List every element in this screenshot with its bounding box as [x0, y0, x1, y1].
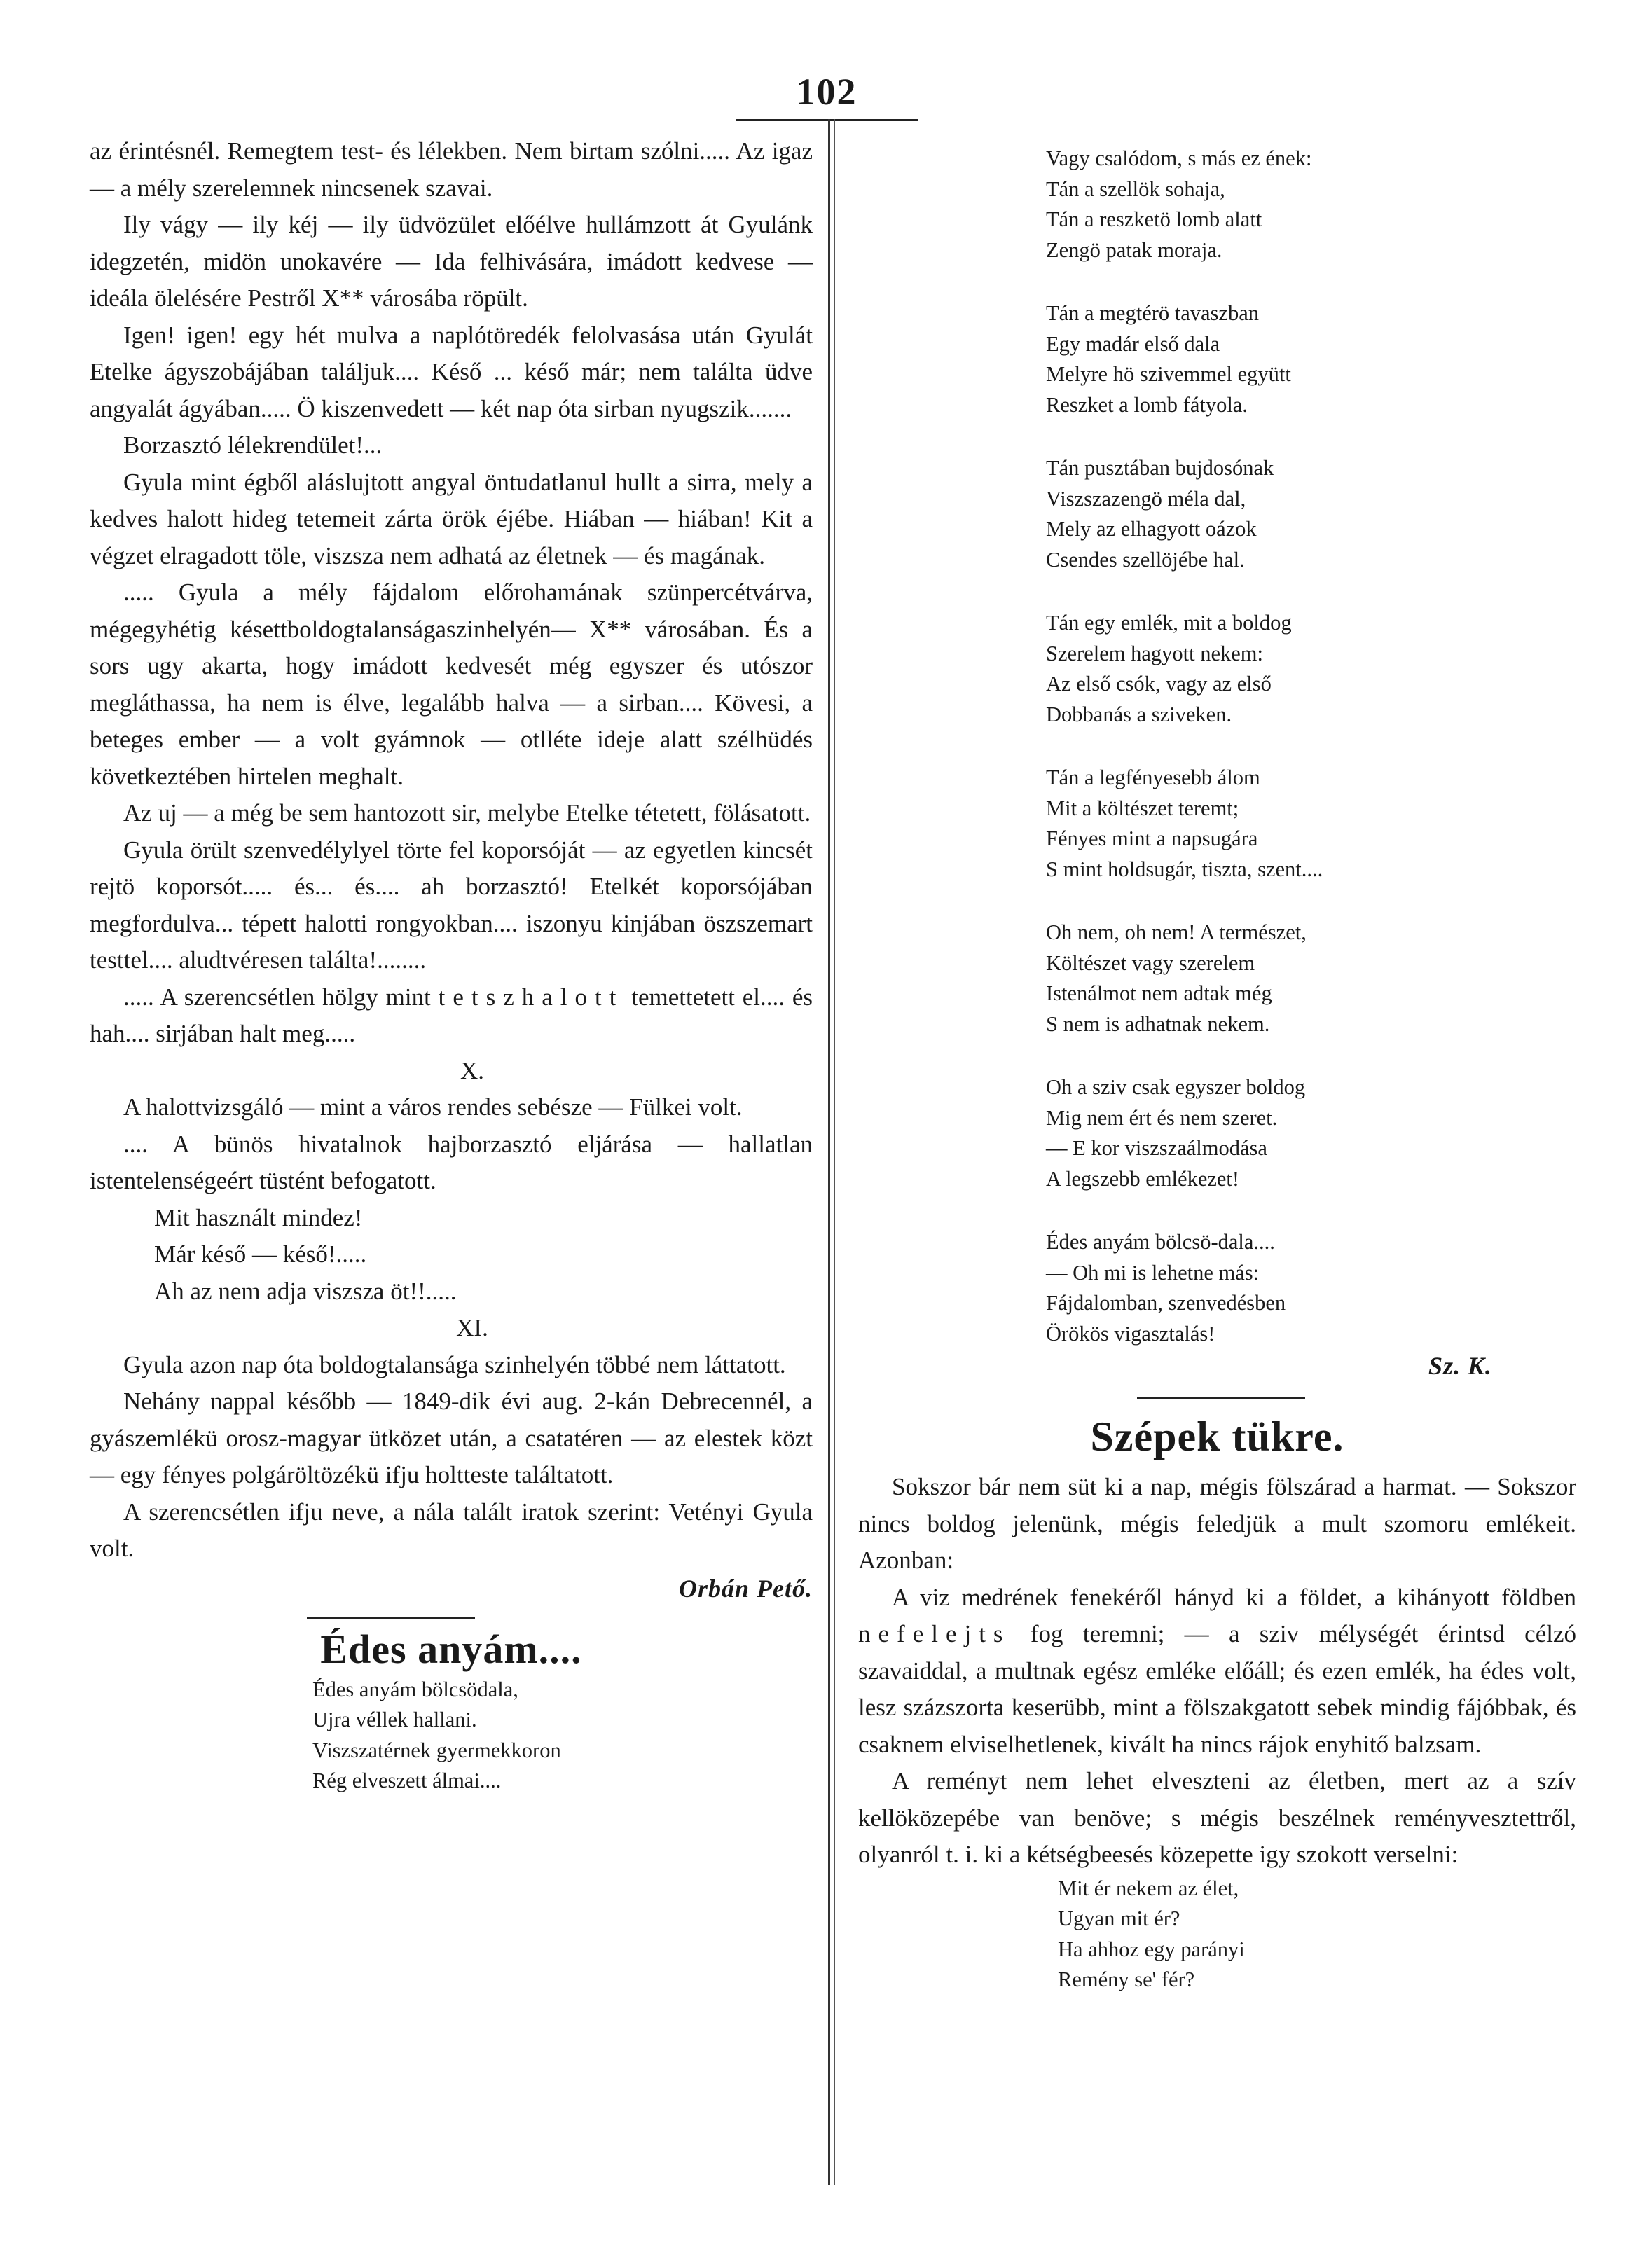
poem-line: Az első csók, vagy az első: [1046, 672, 1272, 696]
essay-paragraph: A reményt nem lehet elveszteni az életben, mert az a szív kellöközepébe van benöve; s mégis beszélnek reményvesztettről, olyanról t. i. ki a kétségbeesés közepette igy szokott verselni:: [858, 1767, 1576, 1868]
page-number-rule: [736, 119, 918, 121]
story-paragraph: Az uj — a még be sem hantozott sir, melybe Etelke tétetett, fölásatott.: [123, 799, 811, 827]
story-paragraph: Ily vágy — ily kéj — ily üdvözület előélve hullámzott át Gyulánk idegzetén, midön unokavére — Ida felhivására, imádott kedvese — ideála ölelésére Pestről X** városába röpült.: [90, 211, 813, 312]
poem-line: Fájdalomban, szenvedésben: [1046, 1291, 1286, 1315]
verse-line: Ha ahhoz egy parányi: [1058, 1937, 1245, 1961]
column-divider: [828, 119, 830, 2185]
story-paragraph: Igen! igen! egy hét mulva a naplótöredék felolvasása után Gyulát Etelke ágyszobájában találjuk.... Késő ... késő már; nem találta üdve angyalát ágyában..... Ö kiszenvedett — két nap óta sirban nyugszik.......: [90, 321, 813, 422]
left-column: [90, 133, 813, 1797]
page-number: 102: [796, 71, 857, 113]
poem-line: Mely az elhagyott oázok: [1046, 517, 1257, 541]
poem-stanza: [1046, 608, 1576, 730]
poem-line: S nem is adhatnak nekem.: [1046, 1011, 1270, 1036]
story-paragraph: Borzasztó lélekrendület!...: [123, 431, 383, 459]
story-paragraph: .... A bünös hivatalnok hajborzasztó eljárása — hallatlan istentelenségeért tüstént befogatott.: [90, 1130, 813, 1194]
section-number-xi: XI.: [456, 1314, 488, 1341]
author-signature: Orbán Pető.: [679, 1574, 813, 1603]
poem-line: S mint holdsugár, tiszta, szent....: [1046, 857, 1323, 881]
poem-line: Dobbanás a sziveken.: [1046, 702, 1232, 726]
story-paragraph: ..... Gyula a mély fájdalom előrohamának szünpercétvárva, mégegyhétig késettboldogtalanságaszinhelyén— X** városában. És a sors ugy akarta, hogy imádott kedvesét még egyszer és utószor megláthassa, ha nem is élve, legalább halva — a sirban.... Kövesi, a beteges ember — a volt gyámnok — otlléte ideje alatt szélhüdés következtében hirtelen meghalt.: [90, 579, 813, 790]
column-divider-inner: [834, 119, 835, 2185]
poem-line: Oh nem, oh nem! A természet,: [1046, 920, 1307, 944]
poem-stanza: [1046, 1227, 1576, 1349]
poem-line: Örökös vigasztalás!: [1046, 1321, 1215, 1346]
story-paragraph: Nehány nappal később — 1849-dik évi aug. 2-kán Debrecennél, a gyászemlékü orosz-magyar ütközet után, a csatatéren — az elestek közt — egy fényes polgáröltözékü ifju holtteste találtatott.: [90, 1388, 813, 1488]
story-paragraph: az érintésnél. Remegtem test- és lélekben. Nem birtam szólni..... Az igaz — a mély szerelemnek nincsenek szavai.: [90, 137, 813, 202]
story-paragraph: A szerencsétlen ifju neve, a nála talált iratok szerint: Vetényi Gyula volt.: [90, 1498, 813, 1562]
text-run: ..... A szerencsétlen hölgy mint: [123, 983, 439, 1011]
poem-stanza: [1046, 918, 1576, 1039]
poem-stanza: [1046, 144, 1576, 265]
separator-rule: [1137, 1397, 1305, 1399]
poem-line: Édes anyám bölcsö-dala....: [1046, 1230, 1275, 1254]
poem-stanza: [1046, 453, 1576, 575]
poem-line: — Oh mi is lehetne más:: [1046, 1260, 1260, 1285]
poem-line: Csendes szellöjébe hal.: [1046, 547, 1245, 572]
section-title: Szépek tükre.: [1090, 1413, 1344, 1460]
text-run: fog teremni; — a sziv mélységét érintsd célzó szavaiddal, a multnak egész emléke előáll; és ezen emlék, ha édes volt, lesz százszorta keserübb, mint a fölszakgatott sebek mindig fájóbbak, és csaknem elviselhetlenek, kivált ha nincs rájok enyhitő balzsam.: [858, 1620, 1576, 1758]
poem-line: — E kor viszszaálmodása: [1046, 1136, 1267, 1160]
verse-line: Mit ér nekem az élet,: [1058, 1876, 1239, 1900]
essay-paragraph: Sokszor bár nem süt ki a nap, mégis fölszárad a harmat. — Sokszor nincs boldog jelenünk, mégis feledjük a mult szomoru emlékeit. Azonban:: [858, 1473, 1576, 1574]
poem-line: Ujra véllek hallani.: [312, 1708, 477, 1731]
verse-line: Mit használt mindez!: [154, 1203, 363, 1231]
verse-line: Már késő — késő!.....: [154, 1240, 367, 1268]
poem-line: Vagy csalódom, s más ez ének:: [1046, 146, 1312, 170]
story-paragraph: Gyula azon nap óta boldogtalansága szinhelyén többé nem láttatott.: [123, 1350, 786, 1378]
spaced-word: nefelejts: [858, 1620, 1011, 1647]
poem-line: Tán a legfényesebb álom: [1046, 766, 1260, 789]
poem-line: Költészet vagy szerelem: [1046, 950, 1255, 975]
separator-rule: [307, 1617, 475, 1619]
spaced-word: tetszhalott: [438, 983, 624, 1011]
verse-line: Ah az nem adja viszsza öt!!.....: [154, 1277, 457, 1305]
poem-line: Oh a sziv csak egyszer boldog: [1046, 1075, 1306, 1099]
essay-paragraph: [858, 1579, 1576, 1764]
inline-verse: [90, 1200, 813, 1311]
poem-line: A legszebb emlékezet!: [1046, 1166, 1240, 1191]
poem-line: Rég elveszett álmai....: [312, 1769, 502, 1792]
section-number-x: X.: [460, 1056, 485, 1084]
story-paragraph: Gyula mint égből aláslujtott angyal öntudatlanul hullt a sirra, mely a kedves halott hideg tetemeit zárta örök éjébe. Hiában — hiában! Kit a végzet elragadott töle, viszsza nem adhatá az életnek — és magának.: [90, 468, 813, 569]
poem-line: Tán a megtérö tavaszban: [1046, 301, 1260, 325]
essay-verse: [858, 1874, 1576, 1996]
poem-line: Tán pusztában bujdosónak: [1046, 456, 1274, 480]
story-paragraph: A halottvizsgáló — mint a város rendes sebésze — Fülkei volt.: [123, 1093, 743, 1121]
poem-line: Istenálmot nem adtak még: [1046, 981, 1272, 1005]
right-column: [858, 144, 1576, 1996]
poem-line: Mig nem ért és nem szeret.: [1046, 1105, 1278, 1130]
poem-line: Viszszazengö méla dal,: [1046, 486, 1246, 511]
poem-line: Tán egy emlék, mit a boldog: [1046, 611, 1292, 635]
poem-start: [90, 1675, 813, 1797]
poem-stanza: [1046, 298, 1576, 420]
poem-line: Tán a reszketö lomb alatt: [1046, 207, 1262, 231]
poem-line: Zengö patak moraja.: [1046, 237, 1222, 262]
poem-line: Tán a szellök sohaja,: [1046, 177, 1225, 201]
poem-line: Fényes mint a napsugára: [1046, 827, 1258, 850]
poem-line: Egy madár első dala: [1046, 331, 1220, 356]
poem-line: Melyre hö szivemmel együtt: [1046, 362, 1291, 386]
poem-line: Reszket a lomb fátyola.: [1046, 392, 1248, 417]
verse-line: Ugyan mit ér?: [1058, 1907, 1180, 1930]
poem-continuation: [858, 144, 1576, 1349]
text-run: A viz medrének fenekéről hányd ki a földet, a kihányott földben: [892, 1583, 1576, 1611]
text-run: temettetett el.... és hah.... sirjában halt meg.....: [90, 983, 813, 1047]
verse-line: Remény se' fér?: [1058, 1968, 1195, 1991]
poem-line: Szerelem hagyott nekem:: [1046, 641, 1263, 665]
poem-stanza: [1046, 1072, 1576, 1194]
author-signature: Sz. K.: [1428, 1352, 1492, 1380]
poem-line: Mit a költészet teremt;: [1046, 796, 1239, 820]
story-paragraph: Gyula örült szenvedélylyel törte fel koporsóját — az egyetlen kincsét rejtö koporsót..... és... és.... ah borzasztó! Etelkét koporsójában megfordulva... tépett halotti rongyokban.... iszonyu kinjában öszszemart testtel.... aludtvéresen találta!........: [90, 836, 813, 974]
poem-line: Viszszatérnek gyermekkoron: [312, 1738, 561, 1762]
poem-line: Édes anyám bölcsödala,: [312, 1677, 518, 1701]
poem-title: Édes anyám....: [320, 1626, 582, 1672]
story-paragraph-final: [90, 979, 813, 1053]
poem-stanza: [1046, 763, 1576, 885]
